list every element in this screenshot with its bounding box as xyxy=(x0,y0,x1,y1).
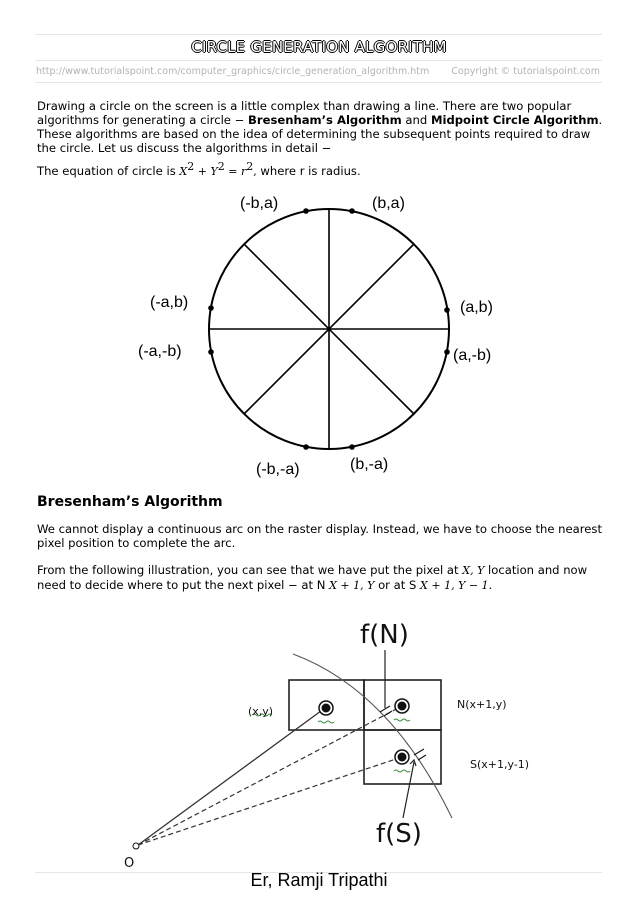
label-bottom-right: (b,-a) xyxy=(350,456,389,473)
copyright-notice: Copyright © tutorialspoint.com xyxy=(451,66,600,77)
author-footer: Er, Ramji Tripathi xyxy=(250,870,388,890)
label-right-lower: (a,-b) xyxy=(453,347,492,364)
equation-r: r xyxy=(240,165,247,178)
pixel-dot-xy-fill xyxy=(322,704,331,713)
math-n: X + 1, Y xyxy=(329,579,375,592)
intro-text: Drawing a circle on the screen is a little complex than drawing a line. There are two popular algorithms for generating a circle − xyxy=(37,99,572,127)
math-xy: X, Y xyxy=(462,564,485,577)
pixel-dot-n-fill xyxy=(398,702,407,711)
equation-op: + xyxy=(194,165,211,178)
label-fs: f(S) xyxy=(376,819,422,849)
paragraph-text: or at S xyxy=(374,578,421,592)
pixel-dot-s-fill xyxy=(398,753,407,762)
bresenham-paragraph-1: We cannot display a continuous arc on the raster display. Instead, we have to choose the nearest pixel position to complete the arc. xyxy=(37,522,603,550)
midpoint-term: Midpoint Circle Algorithm xyxy=(430,113,599,127)
squiggle-underline xyxy=(394,770,410,772)
label-bottom-left: (-b,-a) xyxy=(256,461,300,478)
label-right-upper: (a,b) xyxy=(460,299,493,316)
source-url[interactable]: http://www.tutorialspoint.com/computer_graphics/circle_generation_algorithm.htm xyxy=(36,66,430,77)
paragraph-text: location and now need to decide where to put the next pixel − at N xyxy=(37,563,588,592)
label-origin: O xyxy=(124,856,135,871)
equation-op: = xyxy=(224,165,241,178)
label-top-left: (-b,a) xyxy=(240,195,279,212)
label-n: N(x+1,y) xyxy=(457,698,507,711)
label-s: S(x+1,y-1) xyxy=(470,758,530,771)
distance-tick-n xyxy=(380,706,392,716)
paragraph-text: . xyxy=(488,578,493,592)
equation-tail: where r is radius. xyxy=(256,164,361,178)
equation-exp: 2 xyxy=(246,160,254,174)
equation-comma: , xyxy=(253,165,257,178)
label-xy: (x,y) xyxy=(248,705,274,718)
ray-to-xy xyxy=(138,708,325,845)
intro-text: and xyxy=(401,113,431,127)
paragraph-text: From the following illustration, you can see that we have put the pixel at xyxy=(37,563,463,577)
origin-point xyxy=(133,843,139,849)
distance-tick-s xyxy=(414,749,426,760)
ray-to-s xyxy=(138,757,402,845)
label-top-right: (b,a) xyxy=(372,195,405,212)
equation-x: X xyxy=(179,165,188,178)
squiggle-underline xyxy=(318,721,334,723)
equation-y: Y xyxy=(210,165,218,178)
intro-text: . These algorithms are based on the idea of determining the subsequent points required to draw the circle. Let us discuss the algorithms in detail − xyxy=(37,113,603,155)
bresenham-term: Bresenham’s Algorithm xyxy=(248,113,402,127)
ray-to-n xyxy=(138,706,402,845)
page-title: CIRCLE GENERATION ALGORITHM xyxy=(191,38,447,56)
squiggle-underline xyxy=(394,719,410,721)
section-heading: Bresenham’s Algorithm xyxy=(37,494,223,510)
label-fn: f(N) xyxy=(360,620,409,650)
label-left-lower: (-a,-b) xyxy=(138,343,182,360)
equation-exp: 2 xyxy=(217,160,225,174)
equation-exp: 2 xyxy=(187,160,195,174)
math-s: X + 1, Y − 1 xyxy=(420,579,489,592)
circle-arc xyxy=(293,654,452,818)
label-left-upper: (-a,b) xyxy=(150,294,189,311)
equation-lead: The equation of circle is xyxy=(37,164,180,178)
